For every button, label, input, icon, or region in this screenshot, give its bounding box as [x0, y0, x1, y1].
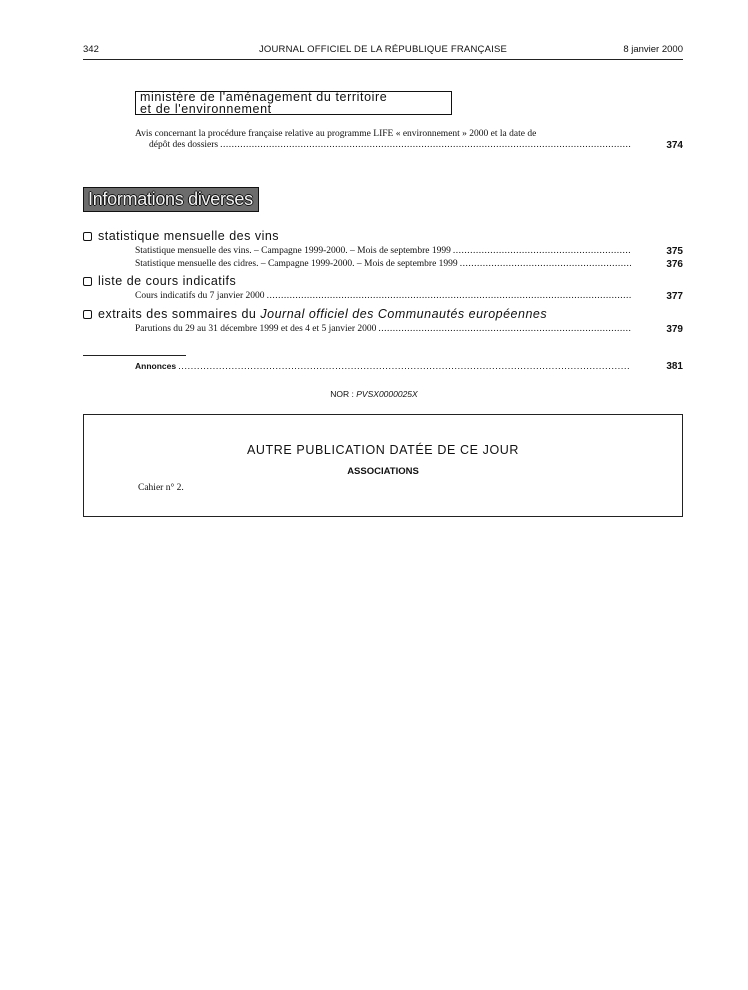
publication-subtitle: ASSOCIATIONS	[347, 466, 419, 477]
dot-leader	[378, 324, 631, 335]
publication-title: AUTRE PUBLICATION DATÉE DE CE JOUR	[246, 443, 520, 457]
nor-value: PVSX0000025X	[356, 389, 418, 399]
page-ref: 381	[666, 361, 683, 372]
dot-leader	[220, 140, 631, 151]
entry-text: Parutions du 29 au 31 décembre 1999 et des 4 et 5 janvier 2000	[135, 324, 377, 334]
dot-leader	[178, 361, 631, 372]
toc-entry-cidres[interactable]	[135, 259, 683, 270]
section-title-prefix: extraits des sommaires du	[98, 307, 257, 321]
ministry-heading-line1: ministère de l'aménagement du territoire	[140, 90, 388, 104]
page-ref: 376	[666, 259, 683, 270]
section-statistique-vins	[83, 229, 279, 243]
banner-text: Informations diverses	[88, 189, 253, 209]
entry-text: Cours indicatifs du 7 janvier 2000	[135, 291, 265, 301]
ministry-heading-box	[135, 91, 452, 115]
issue-date: 8 janvier 2000	[623, 44, 683, 55]
annonces-label: Annonces	[135, 361, 177, 371]
journal-title: JOURNAL OFFICIEL DE LA RÉPUBLIQUE FRANÇAISE	[258, 44, 508, 55]
toc-entry-annonces[interactable]	[135, 361, 683, 372]
ministry-heading-line2: et de l'environnement	[140, 101, 272, 116]
section-extraits-sommaires	[83, 307, 547, 321]
page-ref: 374	[666, 140, 683, 151]
dot-leader	[460, 259, 631, 270]
dot-leader	[453, 246, 631, 257]
section-title-italic: Journal officiel des Communautés européennes	[260, 307, 548, 321]
toc-entry-vins[interactable]	[135, 246, 683, 257]
ministry-entry[interactable]	[135, 129, 683, 151]
page-ref: 379	[666, 324, 683, 335]
separator-rule	[83, 355, 186, 356]
section-title: liste de cours indicatifs	[98, 274, 237, 288]
page-header	[83, 44, 683, 58]
dot-leader	[267, 291, 631, 302]
toc-entry-cours[interactable]	[135, 291, 683, 302]
checkbox-icon	[83, 232, 92, 241]
page-ref: 375	[666, 246, 683, 257]
header-rule	[83, 59, 683, 60]
nor-label: NOR :	[330, 389, 354, 399]
ministry-entry-line2: dépôt des dossiers	[149, 140, 219, 150]
entry-text: Statistique mensuelle des cidres. – Campagne 1999-2000. – Mois de septembre 1999	[135, 259, 458, 269]
entry-text: Statistique mensuelle des vins. – Campagne 1999-2000. – Mois de septembre 1999	[135, 246, 451, 256]
page-number: 342	[83, 44, 99, 55]
informations-diverses-banner	[83, 187, 259, 212]
section-title: statistique mensuelle des vins	[98, 229, 280, 243]
checkbox-icon	[83, 310, 92, 319]
publication-cahier: Cahier n° 2.	[138, 483, 184, 493]
other-publication-box	[83, 414, 683, 517]
toc-entry-parutions[interactable]	[135, 324, 683, 335]
ministry-entry-line1: Avis concernant la procédure française relative au programme LIFE « environnement » 2000 et la date de	[135, 129, 537, 139]
section-liste-cours	[83, 274, 236, 288]
nor-reference	[0, 389, 748, 399]
page-ref: 377	[666, 291, 683, 302]
checkbox-icon	[83, 277, 92, 286]
